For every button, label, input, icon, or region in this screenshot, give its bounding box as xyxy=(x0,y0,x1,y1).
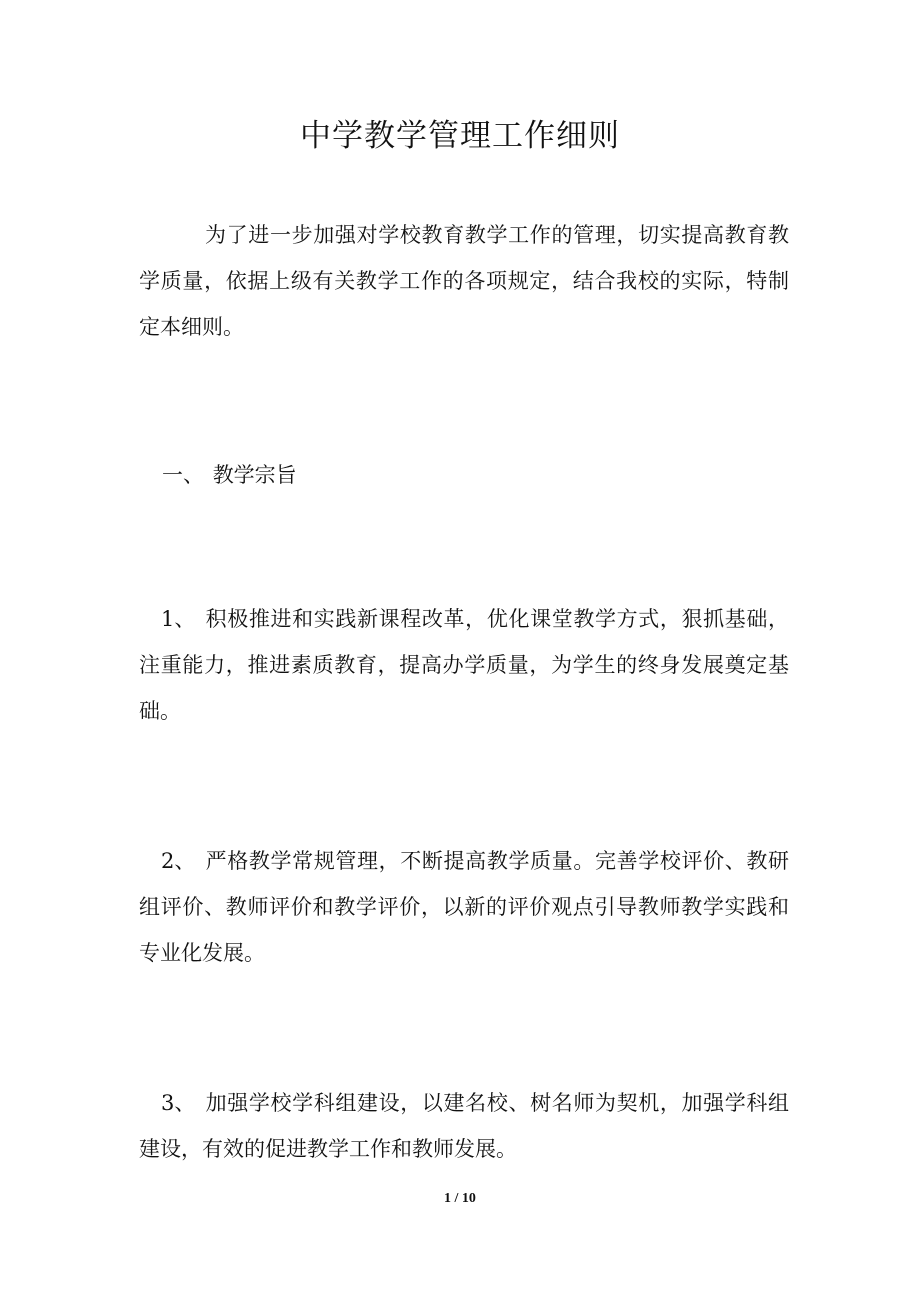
section-heading xyxy=(162,452,297,498)
list-item-text: 严格教学常规管理，不断提高教学质量。完善学校评价、教研组评价、教师评价和教学评价，以新的评价观点引导教师教学实践和专业化发展。 xyxy=(139,849,789,965)
list-item-text: 加强学校学科组建设，以建名校、树名师为契机，加强学科组建设，有效的促进教学工作和教师发展。 xyxy=(139,1091,789,1161)
section-title: 教学宗旨 xyxy=(212,463,297,487)
list-item xyxy=(139,1080,789,1172)
document-title: 中学教学管理工作细则 xyxy=(300,118,620,154)
list-item-text: 积极推进和实践新课程改革，优化课堂教学方式，狠抓基础，注重能力，推进素质教育，提高办学质量，为学生的终身发展奠定基础。 xyxy=(139,607,789,723)
list-item-number: 2、 xyxy=(161,849,196,873)
page-number: 1 / 10 xyxy=(444,1191,476,1206)
section-number: 一、 xyxy=(162,463,204,487)
intro-paragraph: 为了进一步加强对学校教育教学工作的管理，切实提高教育教学质量，依据上级有关教学工作的各项规定，结合我校的实际，特制定本细则。 xyxy=(139,223,789,339)
list-item-number: 1、 xyxy=(161,607,196,631)
list-item-number: 3、 xyxy=(161,1091,196,1115)
list-item xyxy=(139,838,789,976)
list-item xyxy=(139,596,789,734)
